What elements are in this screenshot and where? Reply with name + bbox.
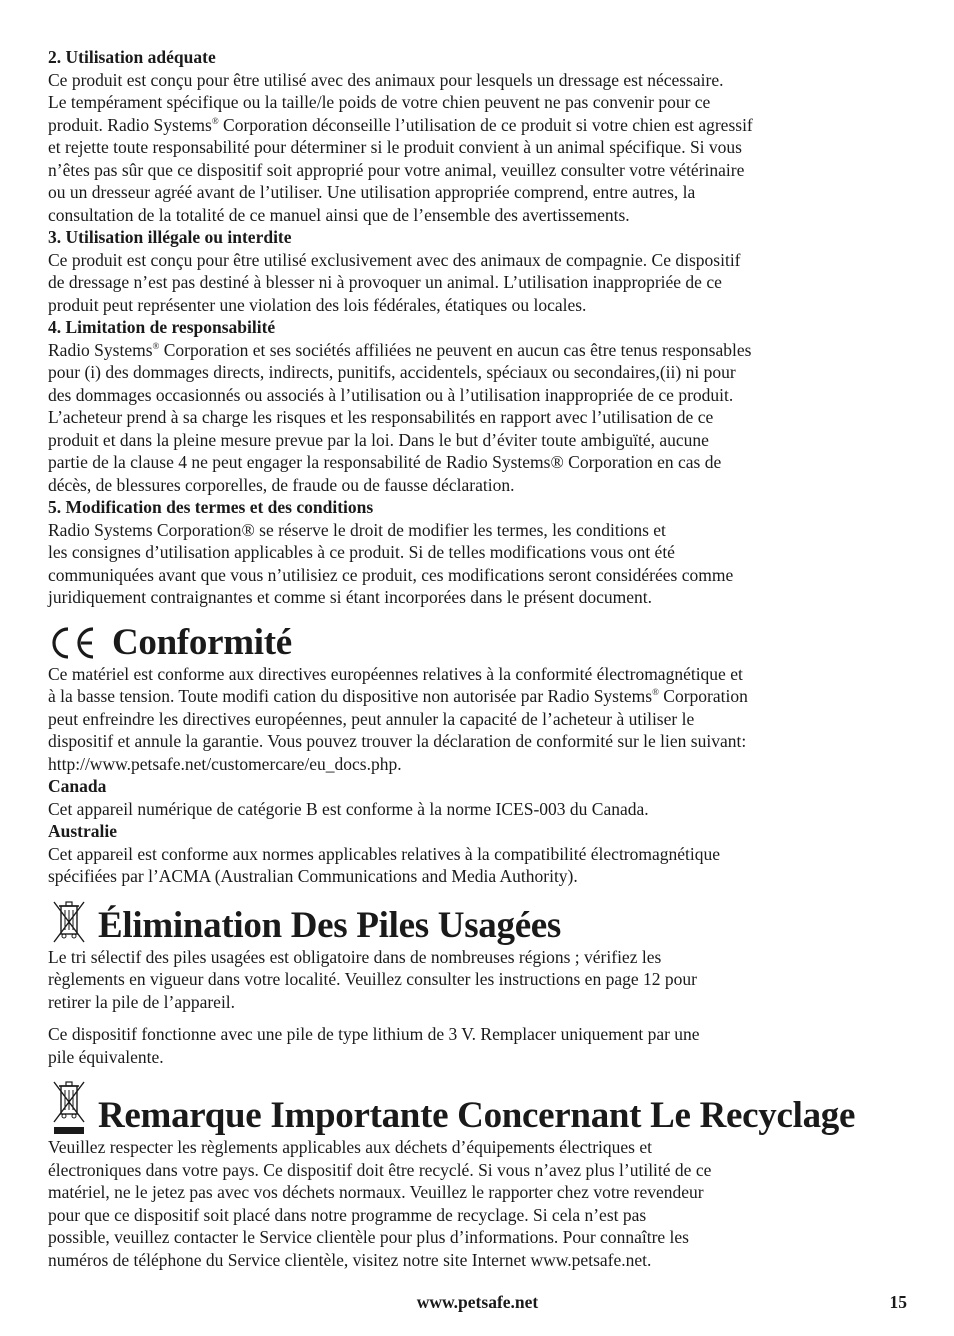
text-line: électroniques dans votre pays. Ce dispositif doit être recyclé. Si vous n’avez plus l’utilité de ce	[48, 1159, 712, 1180]
recyclage-title: Remarque Importante Concernant Le Recyclage	[98, 1095, 856, 1136]
text-line: à la basse tension. Toute modifi cation du dispositive non autorisée par Radio Systems® Corporation	[48, 686, 748, 706]
elimination-para-1	[48, 946, 907, 1014]
text-line: décès, de blessures corporelles, de fraude ou de fausse déclaration.	[48, 474, 515, 495]
text-line: Ce produit est conçu pour être utilisé exclusivement avec des animaux de compagnie. Ce dispositif	[48, 249, 741, 270]
canada-heading: Canada	[48, 776, 107, 796]
text-line: de dressage n’est pas destiné à blesser ni à provoquer un animal. L’utilisation inappropriée de ce	[48, 272, 722, 292]
recyclage-heading	[48, 1080, 907, 1136]
text-line: pour (i) des dommages directs, indirects, punitifs, accidentels, spéciaux ou secondaires,(ii) ni pour	[48, 362, 736, 382]
section-body	[48, 519, 907, 609]
elimination-para-2	[48, 1023, 907, 1068]
text-line: possible, veuillez contacter le Service clientèle pour plus d’informations. Pour connaître les	[48, 1227, 689, 1247]
text-line: Radio Systems Corporation® se réserve le droit de modifier les termes, les conditions et	[48, 519, 666, 540]
text-line: Veuillez respecter les règlements applicables aux déchets d’équipements électriques et	[48, 1137, 652, 1157]
text-line: dispositif et annule la garantie. Vous pouvez trouver la déclaration de conformité sur le lien suivant:	[48, 731, 747, 751]
text-line: L’acheteur prend à sa charge les risques et les responsabilités en rapport avec l’utilisation de ce	[48, 407, 714, 427]
section-heading: 4. Limitation de responsabilité	[48, 317, 276, 337]
text-line: matériel, ne le jetez pas avec vos déchets normaux. Veuillez le rapporter chez votre revendeur	[48, 1182, 704, 1202]
text-line: des dommages occasionnés ou associés à l’utilisation ou à l’utilisation inappropriée de ce produit.	[48, 384, 734, 405]
section-heading: 2. Utilisation adéquate	[48, 47, 216, 67]
text-line: numéros de téléphone du Service clientèle, visitez notre site Internet www.petsafe.net.	[48, 1249, 652, 1270]
text-line: juridiquement contraignantes et comme si étant incorporées dans le présent document.	[48, 587, 653, 607]
page-number: 15	[889, 1292, 907, 1312]
text-line: pour que ce dispositif soit placé dans notre programme de recyclage. Si cela n’est pas	[48, 1204, 647, 1225]
page-footer	[48, 1292, 907, 1314]
weee-bin-icon	[48, 1080, 90, 1136]
crossed-bin-icon	[48, 900, 90, 946]
text-line: Ce dispositif fonctionne avec une pile de type lithium de 3 V. Remplacer uniquement par une	[48, 1024, 700, 1044]
text-line: consultation de la totalité de ce manuel ainsi que de l’ensemble des avertissements.	[48, 204, 630, 225]
text-line: Ce produit est conçu pour être utilisé avec des animaux pour lesquels un dressage est nécessaire.	[48, 69, 724, 90]
text-line: les consignes d’utilisation applicables à ce produit. Si de telles modifications vous ont été	[48, 542, 675, 562]
text-line: Le tri sélectif des piles usagées est obligatoire dans de nombreuses régions ; vérifiez les	[48, 946, 662, 967]
canada-text: Cet appareil numérique de catégorie B est conforme à la norme ICES-003 du Canada.	[48, 798, 649, 819]
text-line: retirer la pile de l’appareil.	[48, 991, 236, 1012]
australie-heading: Australie	[48, 821, 118, 841]
section-body	[48, 339, 907, 497]
australie-text	[48, 843, 907, 888]
text-line: et rejette toute responsabilité pour déterminer si le produit convient à un animal spécifique. Si vous	[48, 137, 742, 157]
text-line: Ce matériel est conforme aux directives européennes relatives à la conformité électromagnétique et	[48, 663, 743, 684]
text-line: peut enfreindre les directives européennes, peut annuler la capacité de l’acheteur à utiliser le	[48, 708, 695, 729]
text-line: pile équivalente.	[48, 1046, 164, 1067]
text-line: communiquées avant que vous n’utilisiez ce produit, ces modifications seront considérées comme	[48, 564, 734, 585]
conformite-heading	[48, 623, 907, 663]
section-heading: 5. Modification des termes et des conditions	[48, 497, 374, 517]
text-line: produit et dans la pleine mesure prevue par la loi. Dans le but d’éviter toute ambiguïté, aucune	[48, 429, 709, 450]
section-heading: 3. Utilisation illégale ou interdite	[48, 227, 292, 247]
elimination-heading	[48, 900, 907, 946]
ce-mark-icon	[48, 626, 98, 660]
elimination-title: Élimination Des Piles Usagées	[98, 904, 562, 946]
section-body	[48, 249, 907, 317]
text-line: produit. Radio Systems® Corporation déconseille l’utilisation de ce produit si votre chien est agressif	[48, 114, 753, 135]
text-line: partie de la clause 4 ne peut engager la responsabilité de Radio Systems® Corporation en cas de	[48, 452, 722, 472]
footer-url[interactable]: www.petsafe.net	[416, 1292, 539, 1312]
manual-page	[48, 46, 907, 1271]
text-line: règlements en vigueur dans votre localité. Veuillez consulter les instructions en page 12 pour	[48, 969, 697, 989]
conformite-body	[48, 663, 907, 776]
section-body	[48, 69, 907, 227]
text-line: Le tempérament spécifique ou la taille/le poids de votre chien peuvent ne pas convenir pour ce	[48, 92, 711, 112]
conformite-title: Conformité	[112, 621, 292, 663]
recyclage-body	[48, 1136, 907, 1271]
text-line: produit peut représenter une violation des lois fédérales, étatiques ou locales.	[48, 294, 587, 315]
numbered-sections	[48, 46, 907, 609]
text-line: spécifiées par l’ACMA (Australian Communications and Media Authority).	[48, 866, 578, 886]
text-line: Radio Systems® Corporation et ses sociétés affiliées ne peuvent en aucun cas être tenus responsables	[48, 339, 752, 360]
text-line: n’êtes pas sûr que ce dispositif soit approprié pour votre animal, veuillez consulter votre vétérinaire	[48, 159, 745, 180]
text-line: http://www.petsafe.net/customercare/eu_docs.php.	[48, 753, 402, 774]
text-line: Cet appareil est conforme aux normes applicables relatives à la compatibilité électromagnétique	[48, 843, 721, 864]
text-line: ou un dresseur agréé avant de l’utiliser. Une utilisation appropriée comprend, entre autres, la	[48, 182, 696, 202]
